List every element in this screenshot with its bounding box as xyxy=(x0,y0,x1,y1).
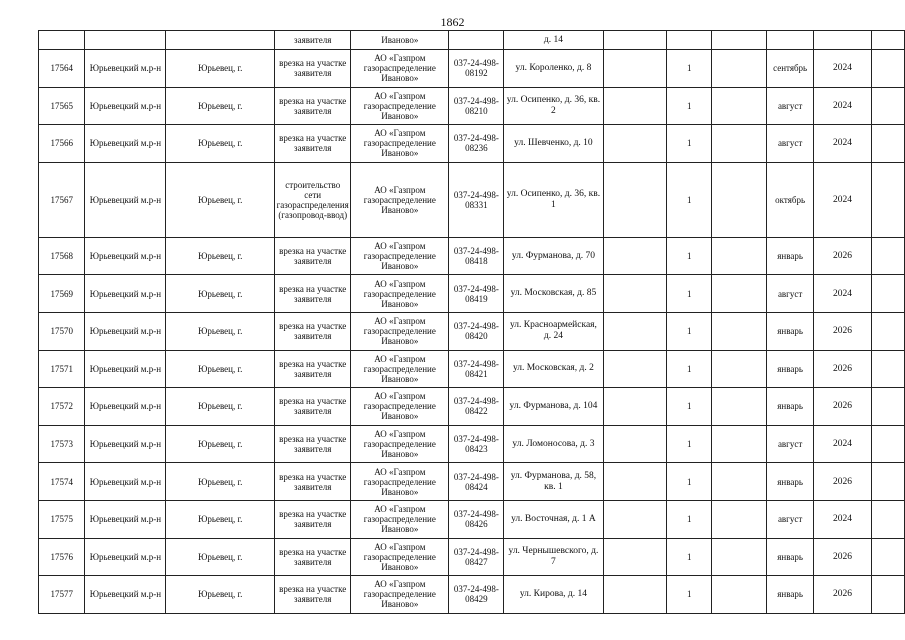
cell-month: август xyxy=(767,500,813,538)
cell-org: АО «Газпром газораспределение Иваново» xyxy=(351,538,449,576)
cell-district: Юрьевецкий м.р-н xyxy=(85,87,166,125)
cell-qty: 1 xyxy=(667,350,712,388)
cell-org: АО «Газпром газораспределение Иваново» xyxy=(351,50,449,88)
cell-city: Юрьевец, г. xyxy=(166,463,275,501)
cell-empty xyxy=(712,87,767,125)
table-row xyxy=(39,50,905,88)
cell-code: 037-24-498-08331 xyxy=(449,162,504,237)
cell-id: 17564 xyxy=(39,50,85,88)
cell-qty: 1 xyxy=(667,125,712,163)
cell-district: Юрьевецкий м.р-н xyxy=(85,388,166,426)
cell-city: Юрьевец, г. xyxy=(166,500,275,538)
cell-id: 17567 xyxy=(39,162,85,237)
cell-work: строительство сети газораспределения (газопровод-ввод) xyxy=(275,162,351,237)
table-row xyxy=(39,500,905,538)
cell-org: АО «Газпром газораспределение Иваново» xyxy=(351,425,449,463)
table-row xyxy=(39,237,905,275)
cell-org: АО «Газпром газораспределение Иваново» xyxy=(351,87,449,125)
records-table xyxy=(38,30,905,614)
cell-id: 17573 xyxy=(39,425,85,463)
cell-empty xyxy=(603,50,667,88)
table-row xyxy=(39,125,905,163)
cell-city: Юрьевец, г. xyxy=(166,312,275,350)
cell-district: Юрьевецкий м.р-н xyxy=(85,350,166,388)
cell-code: 037-24-498-08427 xyxy=(449,538,504,576)
cell-month: октябрь xyxy=(767,162,813,237)
cell-work: врезка на участке заявителя xyxy=(275,237,351,275)
cell-address: ул. Фурманова, д. 58, кв. 1 xyxy=(504,463,603,501)
cell-work: врезка на участке заявителя xyxy=(275,538,351,576)
cell-empty xyxy=(712,237,767,275)
cell-id: 17576 xyxy=(39,538,85,576)
cell-address: ул. Чернышевского, д. 7 xyxy=(504,538,603,576)
cell-qty: 1 xyxy=(667,576,712,614)
cell-empty xyxy=(872,275,905,313)
cell-empty xyxy=(712,425,767,463)
cell-org: Иваново» xyxy=(351,31,449,50)
cell-empty xyxy=(712,125,767,163)
cell-qty: 1 xyxy=(667,50,712,88)
cell-empty xyxy=(712,31,767,50)
cell-org: АО «Газпром газораспределение Иваново» xyxy=(351,350,449,388)
cell-qty: 1 xyxy=(667,538,712,576)
cell-empty xyxy=(603,388,667,426)
cell-address: ул. Короленко, д. 8 xyxy=(504,50,603,88)
cell-empty xyxy=(872,500,905,538)
cell-empty xyxy=(712,500,767,538)
page-number: 1862 xyxy=(440,15,465,29)
table-row xyxy=(39,87,905,125)
cell-city: Юрьевец, г. xyxy=(166,388,275,426)
cell-empty xyxy=(872,388,905,426)
cell-id: 17574 xyxy=(39,463,85,501)
cell-work: врезка на участке заявителя xyxy=(275,350,351,388)
cell-empty xyxy=(712,576,767,614)
cell-qty: 1 xyxy=(667,500,712,538)
cell-org: АО «Газпром газораспределение Иваново» xyxy=(351,312,449,350)
table-row xyxy=(39,350,905,388)
cell-empty xyxy=(712,463,767,501)
cell-month: январь xyxy=(767,388,813,426)
cell-district: Юрьевецкий м.р-н xyxy=(85,237,166,275)
cell-code: 037-24-498-08422 xyxy=(449,388,504,426)
cell-code: 037-24-498-08419 xyxy=(449,275,504,313)
cell-org: АО «Газпром газораспределение Иваново» xyxy=(351,162,449,237)
cell-code: 037-24-498-08424 xyxy=(449,463,504,501)
cell-year: 2026 xyxy=(813,463,871,501)
cell-district: Юрьевецкий м.р-н xyxy=(85,275,166,313)
cell-qty: 1 xyxy=(667,312,712,350)
cell-year: 2026 xyxy=(813,350,871,388)
cell-city: Юрьевец, г. xyxy=(166,275,275,313)
cell-id: 17565 xyxy=(39,87,85,125)
cell-empty xyxy=(872,50,905,88)
cell-empty xyxy=(872,31,905,50)
cell-address: ул. Московская, д. 85 xyxy=(504,275,603,313)
cell-empty xyxy=(872,576,905,614)
cell-org: АО «Газпром газораспределение Иваново» xyxy=(351,463,449,501)
cell-work: врезка на участке заявителя xyxy=(275,388,351,426)
cell-empty xyxy=(603,425,667,463)
cell-year: 2024 xyxy=(813,275,871,313)
cell-empty xyxy=(603,538,667,576)
cell-year: 2024 xyxy=(813,87,871,125)
cell-year: 2024 xyxy=(813,50,871,88)
cell-address: ул. Шевченко, д. 10 xyxy=(504,125,603,163)
cell-year: 2026 xyxy=(813,388,871,426)
cell-district: Юрьевецкий м.р-н xyxy=(85,463,166,501)
cell-month: август xyxy=(767,87,813,125)
cell-year: 2026 xyxy=(813,576,871,614)
cell-empty xyxy=(872,350,905,388)
cell-qty: 1 xyxy=(667,237,712,275)
cell-id: 17577 xyxy=(39,576,85,614)
cell-month: август xyxy=(767,425,813,463)
cell-month: январь xyxy=(767,312,813,350)
cell-year: 2026 xyxy=(813,538,871,576)
cell-district: Юрьевецкий м.р-н xyxy=(85,538,166,576)
cell-district: Юрьевецкий м.р-н xyxy=(85,500,166,538)
cell-qty xyxy=(667,31,712,50)
cell-id: 17571 xyxy=(39,350,85,388)
cell-empty xyxy=(872,125,905,163)
cell-month: август xyxy=(767,125,813,163)
cell-empty xyxy=(603,237,667,275)
cell-id: 17572 xyxy=(39,388,85,426)
cell-work: врезка на участке заявителя xyxy=(275,87,351,125)
cell-address: ул. Осипенко, д. 36, кв. 2 xyxy=(504,87,603,125)
cell-empty xyxy=(603,312,667,350)
cell-city: Юрьевец, г. xyxy=(166,50,275,88)
table-row xyxy=(39,312,905,350)
cell-city xyxy=(166,31,275,50)
cell-work: врезка на участке заявителя xyxy=(275,576,351,614)
cell-address: ул. Красноармейская, д. 24 xyxy=(504,312,603,350)
cell-month: август xyxy=(767,275,813,313)
cell-year: 2024 xyxy=(813,125,871,163)
cell-work: врезка на участке заявителя xyxy=(275,50,351,88)
cell-work: врезка на участке заявителя xyxy=(275,463,351,501)
cell-code: 037-24-498-08236 xyxy=(449,125,504,163)
table-row xyxy=(39,538,905,576)
table-row xyxy=(39,275,905,313)
cell-code xyxy=(449,31,504,50)
cell-code: 037-24-498-08210 xyxy=(449,87,504,125)
cell-address: ул. Восточная, д. 1 А xyxy=(504,500,603,538)
cell-empty xyxy=(712,162,767,237)
cell-month xyxy=(767,31,813,50)
cell-empty xyxy=(603,125,667,163)
cell-qty: 1 xyxy=(667,463,712,501)
cell-district: Юрьевецкий м.р-н xyxy=(85,425,166,463)
cell-address: ул. Фурманова, д. 104 xyxy=(504,388,603,426)
cell-empty xyxy=(872,162,905,237)
cell-city: Юрьевец, г. xyxy=(166,162,275,237)
cell-district: Юрьевецкий м.р-н xyxy=(85,50,166,88)
cell-empty xyxy=(872,538,905,576)
cell-year: 2024 xyxy=(813,162,871,237)
cell-address: ул. Кирова, д. 14 xyxy=(504,576,603,614)
cell-month: сентябрь xyxy=(767,50,813,88)
cell-empty xyxy=(872,463,905,501)
cell-qty: 1 xyxy=(667,425,712,463)
cell-year: 2026 xyxy=(813,312,871,350)
cell-org: АО «Газпром газораспределение Иваново» xyxy=(351,388,449,426)
table-row xyxy=(39,425,905,463)
cell-empty xyxy=(603,576,667,614)
cell-city: Юрьевец, г. xyxy=(166,87,275,125)
cell-empty xyxy=(603,162,667,237)
cell-year: 2024 xyxy=(813,425,871,463)
table-row xyxy=(39,576,905,614)
cell-code: 037-24-498-08192 xyxy=(449,50,504,88)
cell-id: 17570 xyxy=(39,312,85,350)
cell-month: январь xyxy=(767,463,813,501)
cell-empty xyxy=(603,31,667,50)
cell-empty xyxy=(712,275,767,313)
cell-empty xyxy=(603,87,667,125)
cell-qty: 1 xyxy=(667,275,712,313)
cell-code: 037-24-498-08429 xyxy=(449,576,504,614)
cell-address: ул. Московская, д. 2 xyxy=(504,350,603,388)
cell-city: Юрьевец, г. xyxy=(166,350,275,388)
cell-district xyxy=(85,31,166,50)
cell-id: 17568 xyxy=(39,237,85,275)
cell-empty xyxy=(603,350,667,388)
table-row xyxy=(39,162,905,237)
cell-address: ул. Фурманова, д. 70 xyxy=(504,237,603,275)
cell-org: АО «Газпром газораспределение Иваново» xyxy=(351,576,449,614)
cell-qty: 1 xyxy=(667,388,712,426)
cell-empty xyxy=(712,50,767,88)
cell-id xyxy=(39,31,85,50)
cell-empty xyxy=(712,350,767,388)
cell-year xyxy=(813,31,871,50)
cell-address: д. 14 xyxy=(504,31,603,50)
cell-org: АО «Газпром газораспределение Иваново» xyxy=(351,125,449,163)
cell-code: 037-24-498-08420 xyxy=(449,312,504,350)
cell-id: 17569 xyxy=(39,275,85,313)
cell-empty xyxy=(712,312,767,350)
cell-qty: 1 xyxy=(667,162,712,237)
cell-address: ул. Осипенко, д. 36, кв. 1 xyxy=(504,162,603,237)
cell-city: Юрьевец, г. xyxy=(166,425,275,463)
cell-id: 17566 xyxy=(39,125,85,163)
cell-district: Юрьевецкий м.р-н xyxy=(85,162,166,237)
cell-empty xyxy=(872,312,905,350)
table-row xyxy=(39,463,905,501)
cell-org: АО «Газпром газораспределение Иваново» xyxy=(351,275,449,313)
cell-empty xyxy=(712,538,767,576)
cell-city: Юрьевец, г. xyxy=(166,538,275,576)
cell-month: январь xyxy=(767,237,813,275)
cell-year: 2026 xyxy=(813,237,871,275)
cell-year: 2024 xyxy=(813,500,871,538)
cell-empty xyxy=(872,237,905,275)
cell-work: врезка на участке заявителя xyxy=(275,125,351,163)
cell-address: ул. Ломоносова, д. 3 xyxy=(504,425,603,463)
cell-work: врезка на участке заявителя xyxy=(275,275,351,313)
cell-city: Юрьевец, г. xyxy=(166,125,275,163)
table-row-continued xyxy=(39,31,905,50)
cell-qty: 1 xyxy=(667,87,712,125)
cell-work: врезка на участке заявителя xyxy=(275,500,351,538)
cell-city: Юрьевец, г. xyxy=(166,237,275,275)
cell-code: 037-24-498-08426 xyxy=(449,500,504,538)
cell-city: Юрьевец, г. xyxy=(166,576,275,614)
cell-empty xyxy=(872,425,905,463)
cell-org: АО «Газпром газораспределение Иваново» xyxy=(351,237,449,275)
cell-district: Юрьевецкий м.р-н xyxy=(85,576,166,614)
cell-work: заявителя xyxy=(275,31,351,50)
cell-code: 037-24-498-08421 xyxy=(449,350,504,388)
cell-empty xyxy=(712,388,767,426)
cell-work: врезка на участке заявителя xyxy=(275,312,351,350)
cell-empty xyxy=(603,275,667,313)
cell-empty xyxy=(872,87,905,125)
cell-work: врезка на участке заявителя xyxy=(275,425,351,463)
table-row xyxy=(39,388,905,426)
cell-month: январь xyxy=(767,538,813,576)
cell-org: АО «Газпром газораспределение Иваново» xyxy=(351,500,449,538)
cell-code: 037-24-498-08418 xyxy=(449,237,504,275)
cell-id: 17575 xyxy=(39,500,85,538)
cell-empty xyxy=(603,500,667,538)
cell-month: январь xyxy=(767,576,813,614)
cell-empty xyxy=(603,463,667,501)
cell-district: Юрьевецкий м.р-н xyxy=(85,125,166,163)
cell-district: Юрьевецкий м.р-н xyxy=(85,312,166,350)
cell-month: январь xyxy=(767,350,813,388)
cell-code: 037-24-498-08423 xyxy=(449,425,504,463)
